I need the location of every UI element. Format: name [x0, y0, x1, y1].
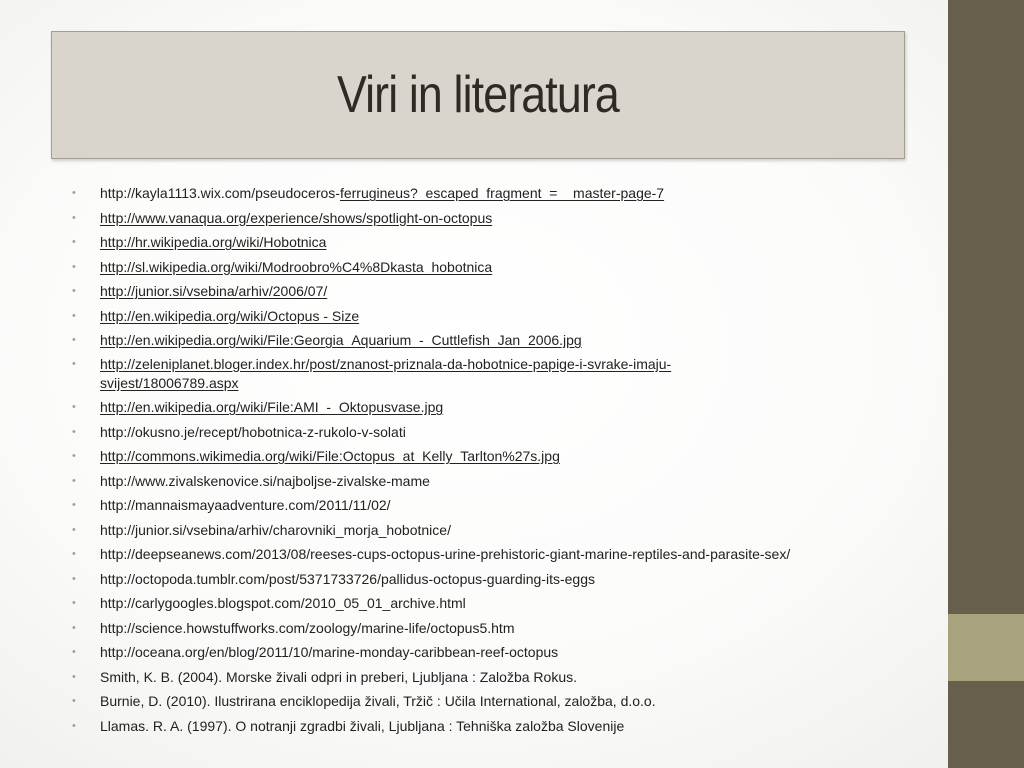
- bullet-icon: •: [72, 719, 76, 732]
- bullet-icon: •: [72, 499, 76, 511]
- reference-text: http://deepseanews.com/2013/08/reeses-cups-octopus-urine-prehistoric-giant-marine-reptiles-and-parasite-sex/: [100, 546, 791, 562]
- reference-item[interactable]: [72, 397, 932, 417]
- bullet-icon: •: [72, 597, 76, 609]
- reference-item[interactable]: [72, 306, 932, 326]
- reference-link[interactable]: http://en.wikipedia.org/wiki/Octopus - Size: [100, 307, 360, 324]
- reference-item[interactable]: [72, 281, 932, 301]
- reference-link[interactable]: http://commons.wikimedia.org/wiki/File:Octopus_at_Kelly_Tarlton%27s.jpg: [100, 448, 560, 464]
- bullet-icon: •: [72, 572, 76, 585]
- reference-item[interactable]: [72, 232, 932, 252]
- bullet-icon: •: [72, 646, 76, 658]
- bullet-icon: •: [72, 357, 76, 370]
- side-decoration-accent: [948, 614, 1024, 681]
- reference-item: [72, 569, 932, 589]
- reference-item: [72, 422, 932, 442]
- bullet-icon: •: [72, 285, 76, 297]
- reference-item[interactable]: [72, 355, 760, 393]
- reference-link[interactable]: http://zeleniplanet.bloger.index.hr/post/znanost-priznala-da-hobotnice-papige-i-svrake-imaju-svijest/18006789.aspx: [100, 355, 672, 391]
- bullet-icon: •: [72, 695, 76, 707]
- reference-text: http://www.zivalskenovice.si/najboljse-zivalske-mame: [100, 472, 430, 489]
- reference-link[interactable]: http://www.vanaqua.org/experience/shows/spotlight-on-octopus: [100, 209, 493, 226]
- bullet-icon: •: [72, 523, 76, 536]
- reference-text: http://kayla1113.wix.com/pseudoceros-: [100, 185, 340, 201]
- reference-text: Llamas. R. A. (1997). O notranji zgradbi živali, Ljubljana : Tehniška založba Slovenije: [100, 717, 625, 734]
- reference-text: http://junior.si/vsebina/arhiv/charovniki_morja_hobotnice/: [100, 521, 451, 538]
- reference-item[interactable]: [72, 257, 932, 277]
- reference-text: http://oceana.org/en/blog/2011/10/marine-monday-caribbean-reef-octopus: [100, 644, 559, 660]
- reference-item: [72, 495, 932, 515]
- bullet-icon: •: [72, 334, 76, 346]
- reference-text: Burnie, D. (2010). Ilustrirana enciklopedija živali, Tržič : Učila International, založba, d.o.o.: [100, 693, 656, 709]
- reference-item[interactable]: [72, 183, 932, 203]
- reference-item: [72, 618, 932, 638]
- title-box: [51, 31, 905, 159]
- bullet-icon: •: [72, 211, 76, 224]
- bullet-icon: •: [72, 548, 76, 560]
- bullet-icon: •: [72, 450, 76, 462]
- reference-item[interactable]: [72, 208, 932, 228]
- reference-link[interactable]: http://en.wikipedia.org/wiki/File:AMI_-_Oktopusvase.jpg: [100, 399, 444, 415]
- slide-title: Viri in literatura: [337, 66, 619, 124]
- reference-link[interactable]: http://en.wikipedia.org/wiki/File:Georgia_Aquarium_-_Cuttlefish_Jan_2006.jpg: [100, 332, 582, 348]
- reference-item: [72, 691, 932, 711]
- reference-item: [72, 544, 932, 564]
- reference-link[interactable]: ferrugineus?_escaped_fragment_=__master-page-7: [339, 185, 665, 201]
- reference-item: [72, 667, 932, 687]
- reference-text: http://octopoda.tumblr.com/post/5371733726/pallidus-octopus-guarding-its-eggs: [100, 570, 595, 587]
- reference-item: [72, 471, 932, 491]
- bullet-icon: •: [72, 309, 76, 322]
- reference-list: [72, 183, 932, 740]
- bullet-icon: •: [72, 670, 76, 683]
- reference-item: [72, 593, 932, 613]
- reference-text: http://science.howstuffworks.com/zoology/marine-life/octopus5.htm: [100, 619, 515, 636]
- reference-item: [72, 642, 932, 662]
- reference-text: http://mannaismayaadventure.com/2011/11/02/: [100, 497, 391, 513]
- reference-item: [72, 716, 932, 736]
- bullet-icon: •: [72, 425, 76, 438]
- reference-link[interactable]: http://hr.wikipedia.org/wiki/Hobotnica: [100, 234, 327, 250]
- reference-text: http://okusno.je/recept/hobotnica-z-rukolo-v-solati: [100, 423, 406, 440]
- bullet-icon: •: [72, 621, 76, 634]
- reference-item[interactable]: [72, 446, 932, 466]
- bullet-icon: •: [72, 401, 76, 413]
- reference-text: http://carlygoogles.blogspot.com/2010_05_01_archive.html: [100, 595, 466, 611]
- bullet-icon: •: [72, 187, 76, 199]
- reference-link[interactable]: http://junior.si/vsebina/arhiv/2006/07/: [100, 283, 328, 299]
- bullet-icon: •: [72, 260, 76, 273]
- bullet-icon: •: [72, 236, 76, 248]
- reference-item: [72, 520, 932, 540]
- bullet-icon: •: [72, 474, 76, 487]
- reference-item[interactable]: [72, 330, 932, 350]
- reference-link[interactable]: http://sl.wikipedia.org/wiki/Modroobro%C4%8Dkasta_hobotnica: [100, 258, 493, 275]
- reference-text: Smith, K. B. (2004). Morske živali odpri in preberi, Ljubljana : Založba Rokus.: [100, 668, 577, 685]
